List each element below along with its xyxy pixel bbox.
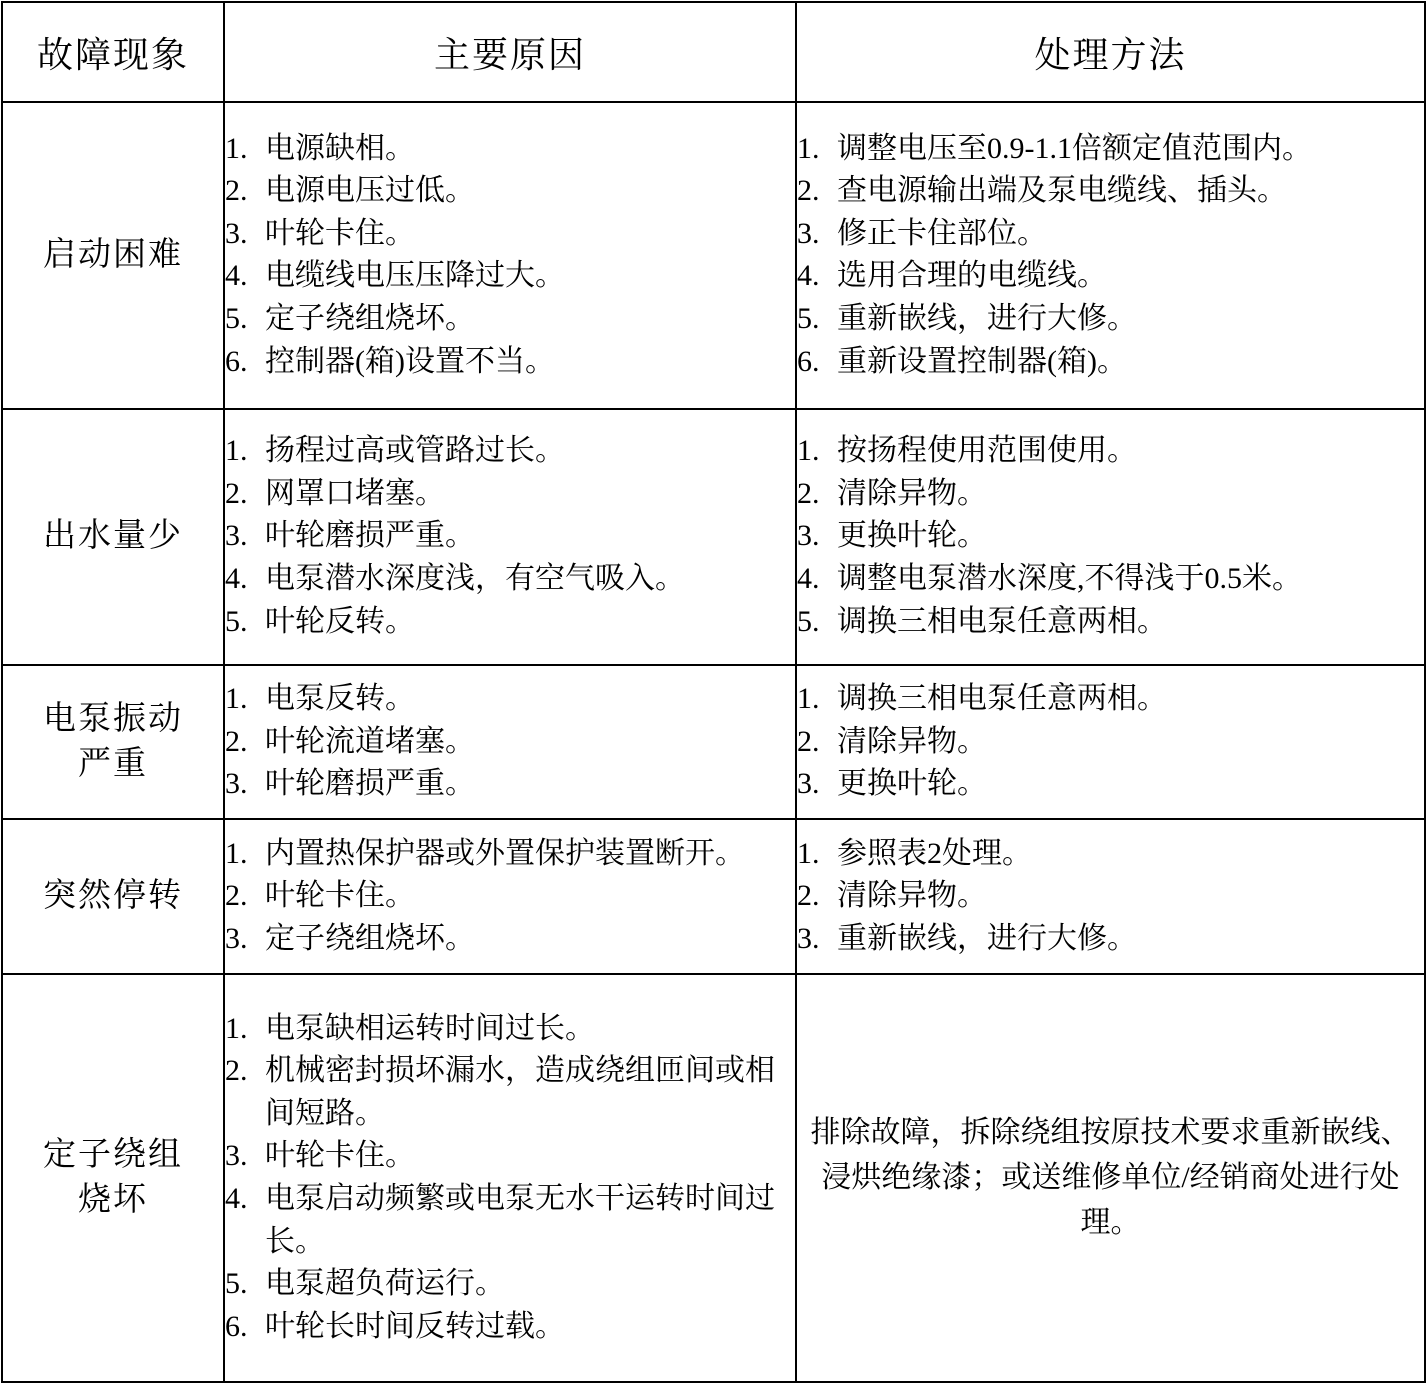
- remedy-list: [797, 430, 1424, 643]
- cause-list: [225, 833, 795, 961]
- remedy-paragraph: 排除故障，拆除绕组按原技术要求重新嵌线、浸烘绝缘漆；或送维修单位/经销商处进行处理。: [810, 1116, 1411, 1240]
- phenomenon-cell: [2, 665, 224, 820]
- list-index: 3.: [225, 1139, 248, 1173]
- list-item: 3. 叶轮卡住。: [225, 1135, 795, 1178]
- list-index: 1.: [797, 836, 820, 870]
- list-item: 6. 叶轮长时间反转过载。: [225, 1306, 795, 1349]
- list-item: 3. 更换叶轮。: [797, 515, 1424, 558]
- list-item: 6. 控制器(箱)设置不当。: [225, 341, 795, 384]
- cause-cell: [224, 665, 796, 820]
- phenomenon-line-2: 严重: [78, 745, 148, 782]
- list-index: 3.: [797, 921, 820, 955]
- list-index: 2.: [797, 879, 820, 913]
- list-item: 3. 叶轮磨损严重。: [225, 763, 795, 806]
- list-item: 4. 电泵启动频繁或电泵无水干运转时间过长。: [225, 1178, 795, 1263]
- table-row: [2, 409, 1425, 665]
- column-header-cause: 主要原因: [224, 2, 796, 102]
- list-index: 4.: [797, 259, 820, 293]
- list-item: 2. 清除异物。: [797, 721, 1424, 764]
- cause-cell: [224, 409, 796, 665]
- list-item: 2. 电源电压过低。: [225, 170, 795, 213]
- column-header-phenomenon: 故障现象: [2, 2, 224, 102]
- list-index: 3.: [225, 216, 248, 250]
- list-index: 6.: [225, 1309, 248, 1343]
- list-item: 1. 电泵缺相运转时间过长。: [225, 1008, 795, 1051]
- list-index: 3.: [225, 519, 248, 553]
- remedy-cell: [796, 819, 1425, 974]
- list-index: 6.: [225, 344, 248, 378]
- list-item: 3. 叶轮卡住。: [225, 213, 795, 256]
- list-item: 3. 叶轮磨损严重。: [225, 515, 795, 558]
- list-index: 1.: [225, 131, 248, 165]
- list-item: 2. 查电源输出端及泵电缆线、插头。: [797, 170, 1424, 213]
- table-row: [2, 819, 1425, 974]
- list-index: 4.: [225, 1181, 248, 1215]
- list-item: 6. 重新设置控制器(箱)。: [797, 341, 1424, 384]
- fault-diagnosis-table: [1, 1, 1426, 1383]
- phenomenon-cell: 出水量少: [2, 409, 224, 665]
- list-index: 4.: [797, 562, 820, 596]
- list-index: 1.: [225, 682, 248, 716]
- list-item: 3. 修正卡住部位。: [797, 213, 1424, 256]
- list-item: 4. 选用合理的电缆线。: [797, 255, 1424, 298]
- list-item: 2. 清除异物。: [797, 473, 1424, 516]
- list-index: 4.: [225, 562, 248, 596]
- list-index: 2.: [225, 1054, 248, 1088]
- phenomenon-line-1: 定子绕组: [43, 1137, 183, 1174]
- list-item: 4. 电缆线电压压降过大。: [225, 255, 795, 298]
- list-index: 2.: [225, 174, 248, 208]
- list-index: 2.: [797, 724, 820, 758]
- list-item: 5. 叶轮反转。: [225, 601, 795, 644]
- list-index: 1.: [797, 131, 820, 165]
- list-item: 2. 网罩口堵塞。: [225, 473, 795, 516]
- phenomenon-line-2: 烧坏: [78, 1181, 148, 1218]
- list-index: 2.: [797, 174, 820, 208]
- table-row: [2, 665, 1425, 820]
- list-item: 1. 电源缺相。: [225, 128, 795, 171]
- list-index: 2.: [225, 724, 248, 758]
- list-index: 5.: [225, 604, 248, 638]
- table-row: [2, 974, 1425, 1382]
- list-item: 3. 重新嵌线，进行大修。: [797, 918, 1424, 961]
- list-item: 1. 内置热保护器或外置保护装置断开。: [225, 833, 795, 876]
- cause-list: [225, 1008, 795, 1349]
- list-item: 1. 调整电压至0.9-1.1倍额定值范围内。: [797, 128, 1424, 171]
- list-item: 1. 电泵反转。: [225, 678, 795, 721]
- list-item: 4. 调整电泵潜水深度,不得浅于0.5米。: [797, 558, 1424, 601]
- list-index: 2.: [225, 879, 248, 913]
- list-item: 5. 定子绕组烧坏。: [225, 298, 795, 341]
- table-header-row: [2, 2, 1425, 102]
- remedy-cell: [796, 409, 1425, 665]
- list-index: 3.: [797, 767, 820, 801]
- list-item: 2. 叶轮流道堵塞。: [225, 721, 795, 764]
- list-item: 1. 参照表2处理。: [797, 833, 1424, 876]
- list-item: 2. 机械密封损坏漏水，造成绕组匝间或相间短路。: [225, 1050, 795, 1135]
- list-index: 1.: [797, 682, 820, 716]
- list-index: 5.: [225, 1267, 248, 1301]
- list-item: 2. 叶轮卡住。: [225, 875, 795, 918]
- phenomenon-cell: [2, 974, 224, 1382]
- cause-list: [225, 128, 795, 384]
- list-index: 5.: [797, 301, 820, 335]
- remedy-cell: [796, 665, 1425, 820]
- list-index: 1.: [225, 1011, 248, 1045]
- list-item: 3. 定子绕组烧坏。: [225, 918, 795, 961]
- cause-list: [225, 430, 795, 643]
- column-header-remedy: 处理方法: [796, 2, 1425, 102]
- list-item: 5. 重新嵌线，进行大修。: [797, 298, 1424, 341]
- list-item: 1. 扬程过高或管路过长。: [225, 430, 795, 473]
- list-index: 1.: [797, 434, 820, 468]
- list-index: 5.: [797, 604, 820, 638]
- list-index: 6.: [797, 344, 820, 378]
- list-index: 3.: [225, 767, 248, 801]
- phenomenon-line-1: 电泵振动: [43, 701, 183, 738]
- list-item: 2. 清除异物。: [797, 875, 1424, 918]
- list-item: 1. 调换三相电泵任意两相。: [797, 678, 1424, 721]
- list-index: 5.: [225, 301, 248, 335]
- remedy-cell: [796, 974, 1425, 1382]
- cause-cell: [224, 974, 796, 1382]
- list-index: 3.: [797, 519, 820, 553]
- list-item: 5. 调换三相电泵任意两相。: [797, 601, 1424, 644]
- list-index: 2.: [225, 476, 248, 510]
- phenomenon-cell: 突然停转: [2, 819, 224, 974]
- list-item: 4. 电泵潜水深度浅，有空气吸入。: [225, 558, 795, 601]
- cause-list: [225, 678, 795, 806]
- list-index: 1.: [225, 434, 248, 468]
- remedy-list: [797, 833, 1424, 961]
- remedy-list: [797, 128, 1424, 384]
- cause-cell: [224, 102, 796, 409]
- list-item: 5. 电泵超负荷运行。: [225, 1263, 795, 1306]
- table-row: [2, 102, 1425, 409]
- list-index: 2.: [797, 476, 820, 510]
- list-index: 1.: [225, 836, 248, 870]
- remedy-list: [797, 678, 1424, 806]
- list-index: 4.: [225, 259, 248, 293]
- list-index: 3.: [225, 921, 248, 955]
- list-index: 3.: [797, 216, 820, 250]
- phenomenon-cell: 启动困难: [2, 102, 224, 409]
- cause-cell: [224, 819, 796, 974]
- remedy-cell: [796, 102, 1425, 409]
- list-item: 3. 更换叶轮。: [797, 763, 1424, 806]
- list-item: 1. 按扬程使用范围使用。: [797, 430, 1424, 473]
